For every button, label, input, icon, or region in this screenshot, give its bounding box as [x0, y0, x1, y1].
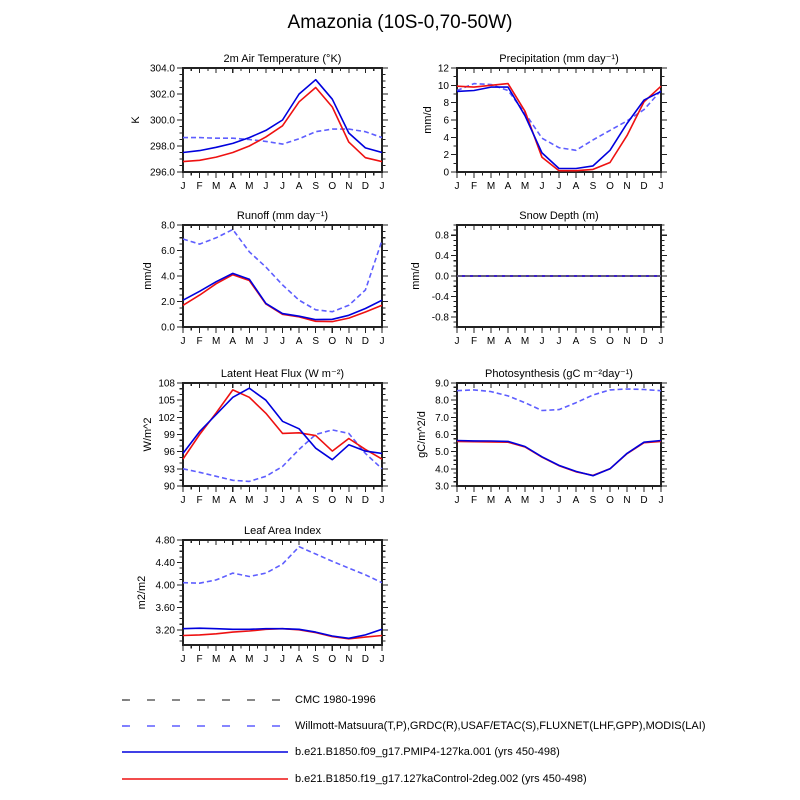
x-tick-label: J	[658, 336, 664, 347]
y-tick-label: 4.40	[155, 557, 175, 569]
y-tick-label: 2	[443, 150, 449, 162]
panel-frame	[183, 225, 382, 327]
x-tick-label: A	[572, 336, 580, 347]
x-tick-label: J	[180, 495, 186, 506]
x-tick-label: J	[180, 336, 186, 347]
x-tick-label: F	[196, 654, 203, 665]
x-tick-label: N	[345, 181, 353, 192]
x-tick-label: F	[196, 336, 203, 347]
panel-photosynthesis	[379, 365, 675, 516]
series-line-control	[457, 84, 661, 171]
x-tick-label: F	[196, 495, 203, 506]
pmip4-solid-line-swatch	[120, 746, 290, 758]
control-solid-line-swatch	[120, 773, 290, 785]
x-tick-label: A	[572, 181, 580, 192]
y-tick-label: 4	[443, 132, 449, 144]
x-tick-label: J	[263, 495, 269, 506]
obs-dashed-line-swatch	[120, 720, 290, 732]
x-tick-label: D	[361, 336, 370, 347]
x-tick-label: A	[295, 654, 303, 665]
x-tick-label: M	[486, 336, 496, 347]
y-tick-label: 0.4	[435, 251, 449, 263]
y-tick-label: 8.0	[435, 395, 449, 407]
chart-svg-temperature	[108, 50, 396, 202]
chart-svg-photosynthesis	[379, 365, 675, 516]
x-tick-label: J	[556, 181, 562, 192]
y-tick-label: 0.0	[435, 271, 449, 283]
y-axis-label: K	[130, 116, 142, 124]
x-tick-label: M	[211, 654, 221, 665]
series-line-pmip4	[457, 441, 661, 476]
x-tick-label: D	[640, 181, 648, 192]
y-tick-label: 6	[443, 115, 449, 127]
y-axis-label: gC/m^2/d	[416, 411, 428, 458]
panel-title: Latent Heat Flux (W m⁻²)	[220, 368, 345, 380]
y-tick-label: 10	[437, 80, 449, 92]
axis-ticks	[432, 225, 667, 347]
x-tick-label: J	[454, 336, 460, 347]
y-tick-label: 4.80	[155, 535, 175, 547]
chart-svg-latent-heat-flux	[108, 365, 396, 516]
x-tick-label: A	[229, 181, 237, 192]
x-tick-label: N	[623, 495, 631, 506]
x-tick-label: J	[539, 336, 545, 347]
y-tick-label: 6.0	[435, 430, 449, 441]
x-tick-label: A	[504, 181, 512, 192]
x-tick-label: A	[295, 181, 303, 192]
x-tick-label: M	[211, 495, 221, 506]
x-tick-label: J	[379, 336, 385, 347]
x-tick-label: J	[379, 495, 385, 506]
y-tick-label: 108	[158, 378, 175, 390]
y-tick-label: 8.0	[161, 220, 175, 232]
series-line-control	[183, 88, 382, 162]
x-tick-label: S	[589, 336, 597, 347]
x-tick-label: J	[539, 181, 545, 192]
y-tick-label: 4.00	[155, 580, 175, 592]
y-tick-label: 298.0	[149, 141, 175, 153]
y-tick-label: 93	[163, 464, 175, 476]
panel-title: Runoff (mm day⁻¹)	[236, 210, 329, 222]
y-axis-label: W/m^2	[142, 417, 154, 452]
y-tick-label: 304.0	[149, 63, 175, 75]
x-tick-label: S	[312, 495, 320, 506]
y-tick-label: 4.0	[435, 464, 449, 476]
series-line-pmip4	[183, 273, 382, 319]
x-tick-label: S	[312, 181, 320, 192]
y-axis-label: mm/d	[142, 262, 154, 290]
x-tick-label: S	[589, 495, 597, 506]
legend-label: Willmott-Matsuura(T,P),GRDC(R),USAF/ETAC(S),FLUXNET(LHF,GPP),MODIS(LAI)	[295, 720, 706, 732]
y-tick-label: 296.0	[149, 167, 175, 179]
x-tick-label: J	[379, 181, 385, 192]
panel-title: Photosynthesis (gC m⁻²day⁻¹)	[485, 368, 633, 380]
series-line-control	[457, 441, 661, 475]
x-tick-label: M	[520, 336, 530, 347]
x-tick-label: F	[470, 336, 478, 347]
cmc-dashed-line-swatch	[120, 694, 290, 706]
panel-title: Snow Depth (m)	[519, 210, 599, 222]
x-tick-label: J	[280, 181, 285, 192]
x-tick-label: D	[640, 495, 648, 506]
x-tick-label: J	[180, 181, 186, 192]
y-tick-label: 102	[158, 412, 175, 424]
x-tick-label: M	[211, 336, 221, 347]
y-tick-label: 7.0	[435, 412, 449, 424]
x-tick-label: A	[229, 654, 237, 665]
x-tick-label: N	[345, 336, 353, 347]
x-tick-label: J	[263, 181, 269, 192]
x-tick-label: O	[328, 495, 337, 506]
x-tick-label: O	[606, 181, 614, 192]
x-tick-label: F	[470, 495, 478, 506]
x-tick-label: A	[229, 495, 237, 506]
y-axis-label: m2/m2	[136, 575, 148, 610]
chart-svg-precipitation	[379, 50, 675, 202]
x-tick-label: M	[486, 181, 496, 192]
y-tick-label: 96	[163, 447, 175, 459]
x-tick-label: O	[328, 654, 337, 665]
panel-title: Leaf Area Index	[243, 525, 322, 537]
series-line-obs	[457, 84, 661, 151]
series-line-obs	[183, 430, 382, 482]
x-tick-label: F	[196, 181, 203, 192]
x-tick-label: A	[504, 495, 512, 506]
x-tick-label: F	[470, 181, 478, 192]
figure-title: Amazonia (10S-0,70-50W)	[287, 12, 513, 33]
x-tick-label: D	[361, 495, 370, 506]
y-tick-label: 0	[443, 167, 449, 179]
x-tick-label: J	[454, 495, 460, 506]
x-tick-label: J	[539, 495, 545, 506]
y-tick-label: 3.20	[155, 625, 175, 637]
x-tick-label: D	[361, 181, 370, 192]
panel-title: 2m Air Temperature (°K)	[223, 53, 342, 65]
y-tick-label: -0.4	[431, 291, 449, 303]
x-tick-label: O	[328, 181, 337, 192]
x-tick-label: J	[280, 495, 285, 506]
series-line-obs	[183, 547, 382, 584]
y-axis-label: mm/d	[410, 262, 422, 290]
y-tick-label: 3.60	[155, 602, 175, 614]
y-tick-label: 8	[443, 98, 449, 110]
y-tick-label: 2.0	[161, 297, 175, 308]
y-tick-label: 9.0	[435, 378, 449, 390]
x-tick-label: A	[295, 336, 303, 347]
x-tick-label: J	[556, 495, 562, 506]
chart-svg-leaf-area-index	[108, 522, 396, 675]
y-tick-label: 99	[163, 430, 175, 441]
chart-svg-runoff	[108, 207, 396, 357]
x-tick-label: N	[623, 336, 631, 347]
y-tick-label: -0.8	[431, 312, 449, 324]
x-tick-label: S	[312, 336, 320, 347]
y-tick-label: 6.0	[161, 246, 175, 257]
x-tick-label: A	[295, 495, 303, 506]
x-tick-label: O	[328, 336, 337, 347]
x-tick-label: A	[572, 495, 580, 506]
x-tick-label: M	[245, 336, 254, 347]
series-line-pmip4	[183, 388, 382, 460]
x-tick-label: M	[211, 181, 221, 192]
x-tick-label: M	[486, 495, 496, 506]
panel-snow-depth	[379, 207, 675, 357]
x-tick-label: M	[245, 495, 254, 506]
y-tick-label: 3.0	[435, 481, 449, 493]
x-tick-label: M	[520, 181, 530, 192]
panel-leaf-area-index	[108, 522, 396, 675]
legend-label: b.e21.B1850.f19_g17.127kaControl-2deg.002 (yrs 450-498)	[295, 773, 587, 785]
x-tick-label: J	[658, 181, 664, 192]
x-tick-label: J	[658, 495, 664, 506]
x-tick-label: J	[263, 336, 269, 347]
panel-runoff	[108, 207, 396, 357]
y-tick-label: 300.0	[149, 115, 175, 127]
series-line-pmip4	[183, 80, 382, 153]
legend-label: CMC 1980-1996	[295, 694, 376, 706]
x-tick-label: D	[361, 654, 370, 665]
series-line-control	[183, 390, 382, 459]
x-tick-label: M	[245, 181, 254, 192]
x-tick-label: A	[229, 336, 237, 347]
y-tick-label: 105	[158, 395, 175, 407]
x-tick-label: J	[454, 181, 460, 192]
series-line-obs	[457, 389, 661, 411]
x-tick-label: J	[280, 336, 285, 347]
x-tick-label: D	[640, 336, 648, 347]
x-tick-label: J	[280, 654, 285, 665]
x-tick-label: J	[379, 654, 385, 665]
y-tick-label: 90	[163, 481, 175, 493]
panel-frame	[183, 383, 382, 486]
panel-precipitation	[379, 50, 675, 202]
panel-latent-heat-flux	[108, 365, 396, 516]
x-tick-label: N	[623, 181, 631, 192]
x-tick-label: O	[606, 495, 614, 506]
y-tick-label: 12	[437, 63, 449, 75]
x-tick-label: A	[504, 336, 512, 347]
axis-ticks	[161, 221, 388, 348]
x-tick-label: O	[606, 336, 614, 347]
y-tick-label: 302.0	[149, 89, 175, 101]
x-tick-label: J	[556, 336, 562, 347]
x-tick-label: N	[345, 654, 353, 665]
legend-label: b.e21.B1850.f09_g17.PMIP4-127ka.001 (yrs 450-498)	[295, 746, 560, 758]
chart-svg-snow-depth	[379, 207, 675, 357]
y-tick-label: 5.0	[435, 447, 449, 459]
x-tick-label: N	[345, 495, 353, 506]
y-tick-label: 4.0	[161, 271, 175, 283]
y-tick-label: 0.0	[161, 322, 175, 334]
panel-title: Precipitation (mm day⁻¹)	[499, 53, 619, 65]
x-tick-label: M	[520, 495, 530, 506]
x-tick-label: J	[180, 654, 186, 665]
y-tick-label: 0.8	[435, 230, 449, 242]
x-tick-label: M	[245, 654, 254, 665]
panel-2m-air-temperature	[108, 50, 396, 202]
panel-frame	[457, 383, 661, 486]
x-tick-label: S	[312, 654, 320, 665]
x-tick-label: S	[589, 181, 597, 192]
y-axis-label: mm/d	[422, 106, 434, 134]
series-line-obs	[183, 230, 382, 312]
x-tick-label: J	[263, 654, 269, 665]
